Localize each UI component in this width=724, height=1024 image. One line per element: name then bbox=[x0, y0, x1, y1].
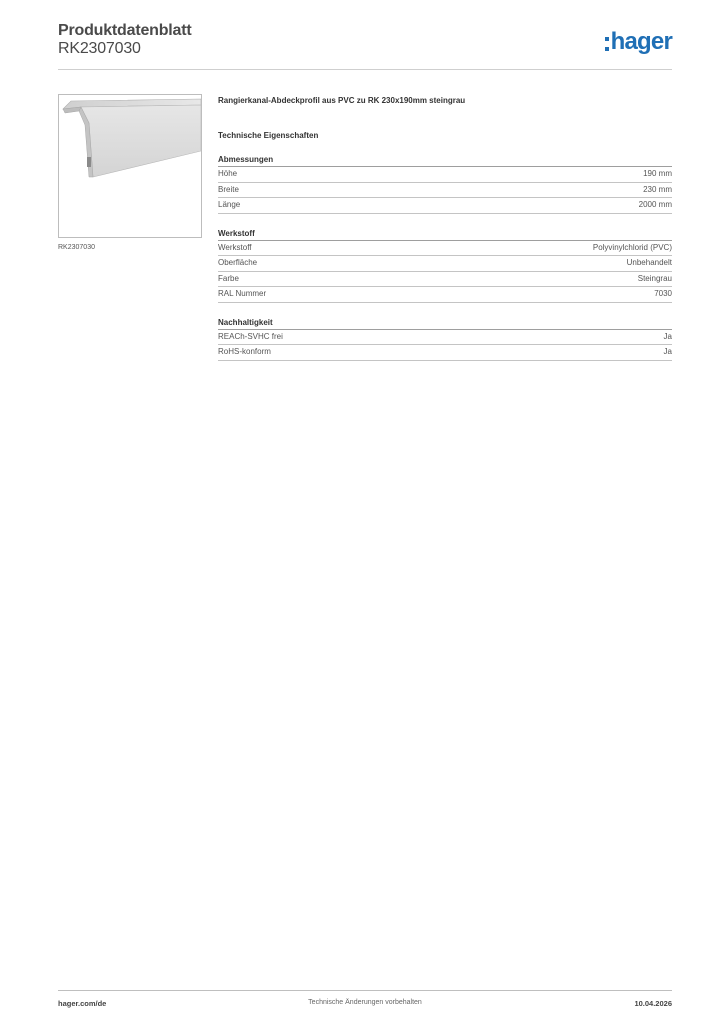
row-value: 230 mm bbox=[643, 184, 672, 194]
row-label: Breite bbox=[218, 184, 239, 194]
group-werkstoff bbox=[218, 229, 672, 303]
row-value: Unbehandelt bbox=[626, 258, 672, 267]
footer-date: 10.04.2026 bbox=[634, 999, 672, 1008]
table-row bbox=[218, 272, 672, 288]
row-label: Farbe bbox=[218, 273, 239, 283]
hager-logo bbox=[605, 28, 672, 56]
row-value: Ja bbox=[663, 331, 672, 341]
logo-colon-icon bbox=[605, 37, 609, 51]
page-header bbox=[58, 22, 672, 70]
row-label: Werkstoff bbox=[218, 242, 252, 252]
footer-disclaimer: Technische Änderungen vorbehalten bbox=[308, 999, 422, 1006]
table-row bbox=[218, 198, 672, 214]
row-value: Polyvinylchlorid (PVC) bbox=[592, 242, 672, 252]
group-title: Abmessungen bbox=[218, 155, 672, 167]
document-title: Produktdatenblatt bbox=[58, 22, 192, 39]
page-footer bbox=[58, 990, 672, 1010]
section-title: Technische Eigenschaften bbox=[218, 131, 319, 140]
row-label: RAL Nummer bbox=[218, 289, 267, 298]
table-row bbox=[218, 167, 672, 183]
row-value: 2000 mm bbox=[638, 200, 672, 209]
group-abmessungen bbox=[218, 155, 672, 214]
logo-text: hager bbox=[610, 28, 672, 55]
row-label: Höhe bbox=[218, 169, 238, 178]
product-title: Rangierkanal-Abdeckprofil aus PVC zu RK 230x190mm steingrau bbox=[218, 96, 466, 105]
product-image bbox=[58, 94, 202, 238]
table-row bbox=[218, 183, 672, 199]
row-label: REACh-SVHC frei bbox=[218, 331, 283, 341]
group-nachhaltigkeit bbox=[218, 318, 672, 361]
row-value: Steingrau bbox=[637, 273, 672, 283]
row-label: RoHS-konform bbox=[218, 347, 271, 356]
product-image-caption: RK2307030 bbox=[58, 244, 95, 251]
table-row bbox=[218, 330, 672, 346]
cover-profile-icon bbox=[59, 95, 201, 237]
row-label: Länge bbox=[218, 200, 241, 209]
footer-website-link[interactable]: hager.com/de bbox=[58, 999, 107, 1008]
row-value: Ja bbox=[663, 347, 672, 356]
table-row bbox=[218, 256, 672, 272]
product-content bbox=[218, 96, 672, 361]
table-row bbox=[218, 345, 672, 361]
row-value: 190 mm bbox=[643, 169, 672, 178]
row-label: Oberfläche bbox=[218, 258, 258, 267]
table-row bbox=[218, 287, 672, 303]
row-value: 7030 bbox=[654, 289, 672, 298]
document-subtitle: RK2307030 bbox=[58, 40, 141, 57]
table-row bbox=[218, 241, 672, 257]
group-title: Werkstoff bbox=[218, 229, 672, 241]
group-title: Nachhaltigkeit bbox=[218, 318, 672, 330]
